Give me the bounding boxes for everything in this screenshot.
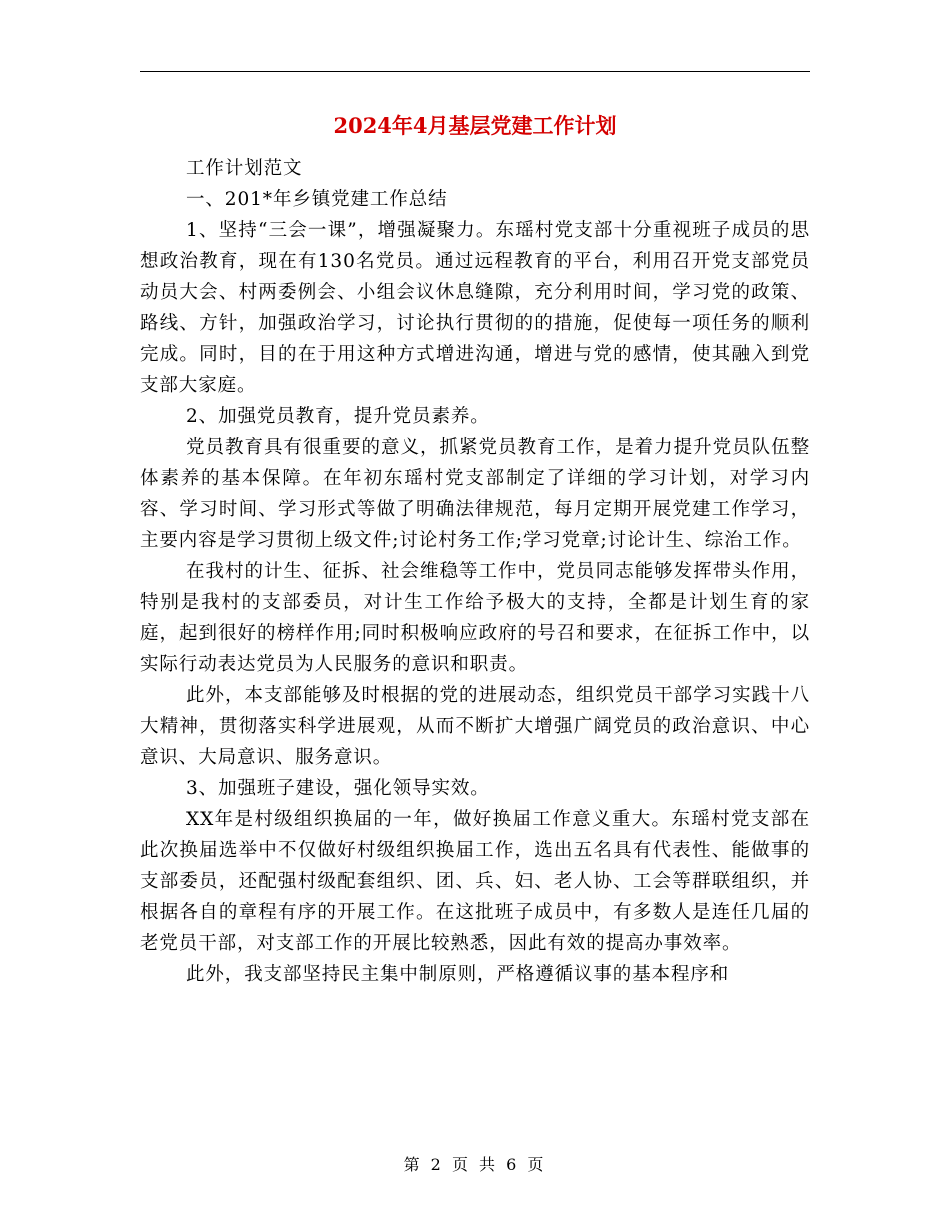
body-paragraph: 工作计划范文 [186, 158, 303, 179]
subsection-heading: 3、加强班子建设，强化领导实效。 [186, 778, 490, 799]
body-paragraph: 此外，我支部坚持民主集中制原则，严格遵循议事的基本程序和 [186, 964, 730, 985]
document-body [140, 153, 810, 990]
subsection-heading: 2、加强党员教育，提升党员素养。 [186, 406, 490, 427]
section-heading: 一、201*年乡镇党建工作总结 [186, 189, 448, 210]
body-paragraph: 党员教育具有很重要的意义，抓紧党员教育工作，是着力提升党员队伍整体素养的基本保障。在年初东瑶村党支部制定了详细的学习计划，对学习内容、学习时间、学习形式等做了明确法律规范，每月定期开展党建工作学习，主要内容是学习贯彻上级文件;讨论村务工作;学习党章;讨论计生、综治工作。 [140, 437, 810, 551]
header-rule [140, 71, 810, 72]
body-paragraph: 在我村的计生、征拆、社会维稳等工作中，党员同志能够发挥带头作用，特别是我村的支部委员，对计生工作给予极大的支持，全都是计划生育的家庭，起到很好的榜样作用;同时积极响应政府的号召和要求，在征拆工作中，以实际行动表达党员为人民服务的意识和职责。 [140, 561, 810, 675]
document-title: 2024年4月基层党建工作计划 [333, 113, 617, 138]
body-paragraph: 1、坚持“三会一课”，增强凝聚力。东瑶村党支部十分重视班子成员的思想政治教育，现在有130名党员。通过远程教育的平台，利用召开党支部党员动员大会、村两委例会、小组会议休息缝隙，充分利用时间，学习党的政策、路线、方针，加强政治学习，讨论执行贯彻的的措施，促使每一项任务的顺利完成。同时，目的在于用这种方式增进沟通，增进与党的感情，使其融入到党支部大家庭。 [140, 220, 810, 396]
body-paragraph: 此外，本支部能够及时根据的党的进展动态，组织党员干部学习实践十八大精神，贯彻落实科学进展观，从而不断扩大增强广阔党员的政治意识、中心意识、大局意识、服务意识。 [140, 685, 810, 768]
body-paragraph: XX年是村级组织换届的一年，做好换届工作意义重大。东瑶村党支部在此次换届选举中不仅做好村级组织换届工作，选出五名具有代表性、能做事的支部委员，还配强村级配套组织、团、兵、妇、老人协、工会等群联组织，并根据各自的章程有序的开展工作。在这批班子成员中，有多数人是连任几届的老党员干部，对支部工作的开展比较熟悉，因此有效的提高办事效率。 [140, 809, 810, 954]
page-number: 第 2 页 共 6 页 [403, 1155, 547, 1174]
